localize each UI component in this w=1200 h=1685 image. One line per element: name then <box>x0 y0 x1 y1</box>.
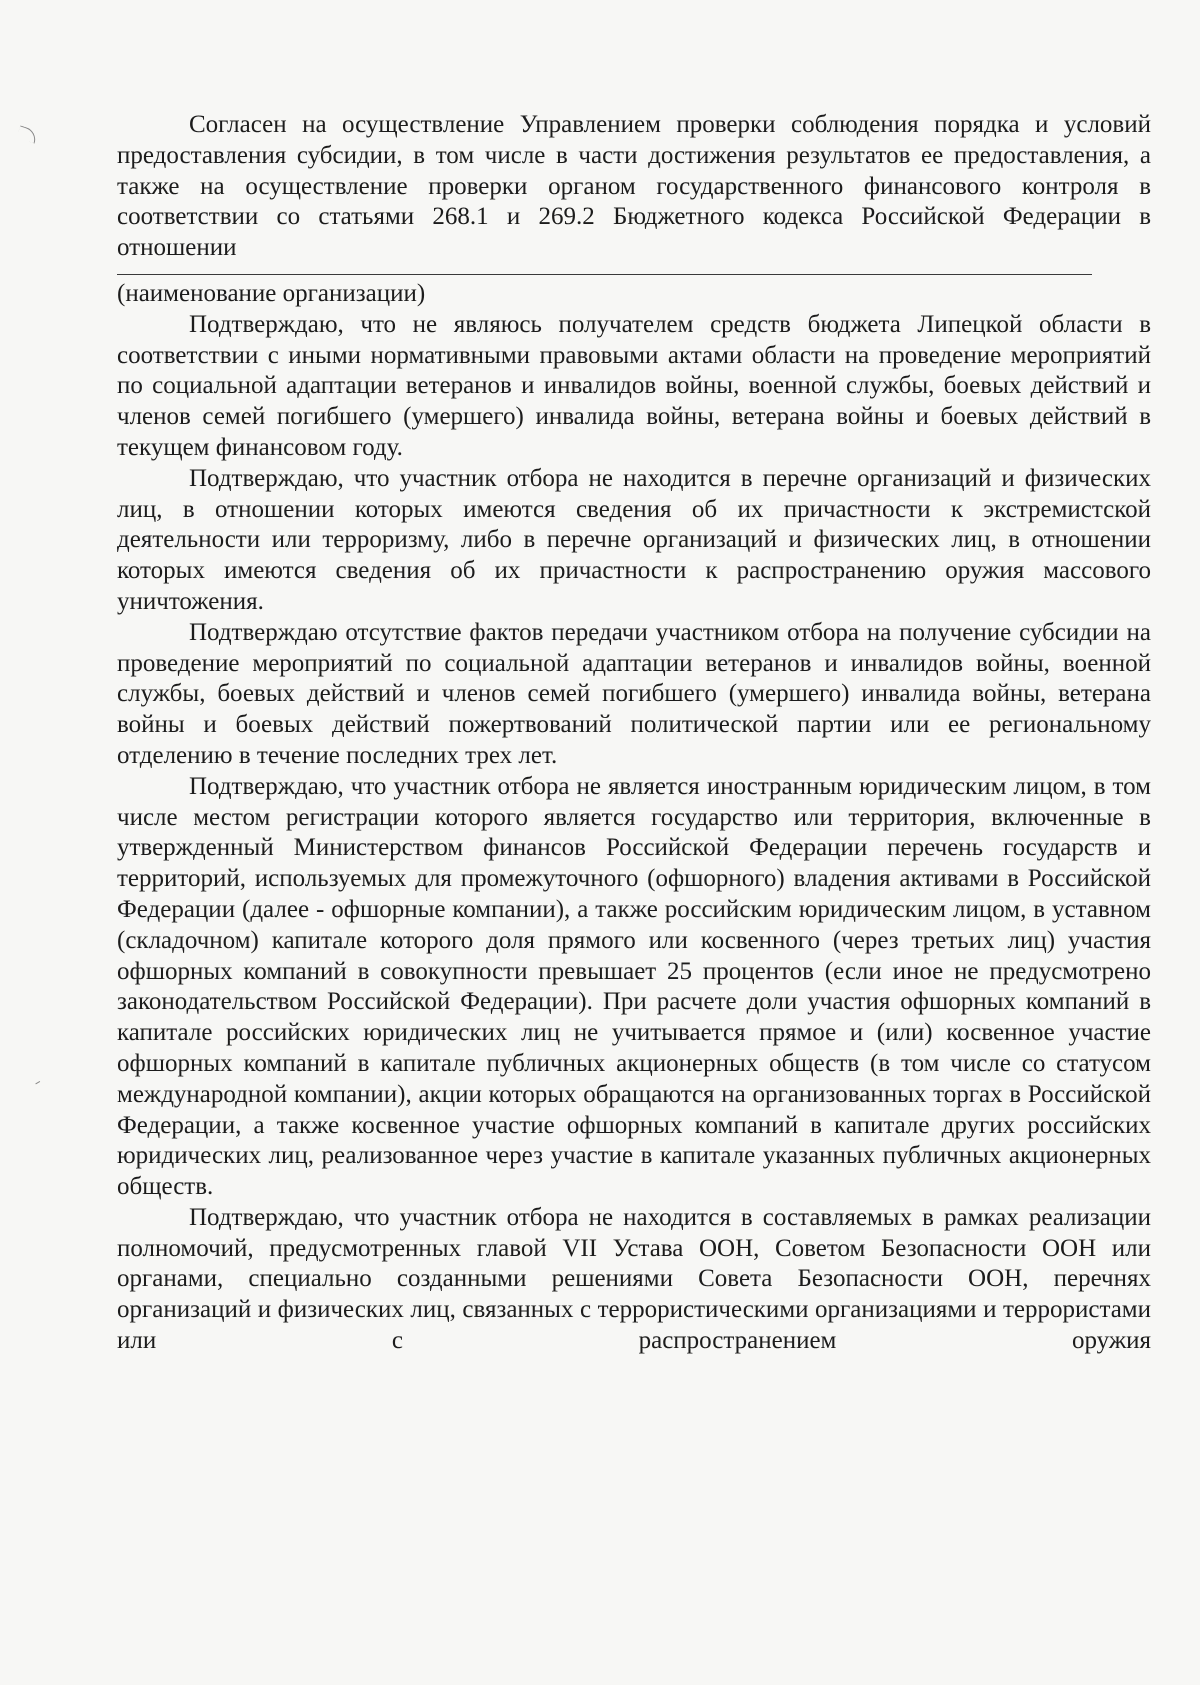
organization-name-blank <box>117 274 1092 275</box>
donations-paragraph: Подтверждаю отсутствие фактов передачи участником отбора на получение субсидии на проведение мероприятий по социальной адаптации ветеранов и инвалидов войны, военной службы, боевых действий и членов семей погибшего (умершего) инвалида войны, ветерана войны и боевых действий пожертвований политической партии или ее региональному отделению в течение последних трех лет. <box>117 618 1151 769</box>
document-page <box>117 110 1151 1357</box>
scan-artifact-mark <box>16 125 38 143</box>
offshore-paragraph: Подтверждаю, что участник отбора не является иностранным юридическим лицом, в том числе местом регистрации которого является государство или территория, включенные в утвержденный Министерством финансов Российской Федерации перечень государств и территорий, используемых для промежуточного (офшорного) владения активами в Российской Федерации (далее - офшорные компании), а также российским юридическим лицом, в уставном (складочном) капитале которого доля прямого или косвенного (через третьих лиц) участия офшорных компаний в совокупности превышает 25 процентов (если иное не предусмотрено законодательством Российской Федерации). При расчете доли участия офшорных компаний в капитале российских юридических лиц не учитывается прямое и (или) косвенное участие офшорных компаний в капитале публичных акционерных обществ (в том числе со статусом международной компании), акции которых обращаются на организованных торгах в Российской Федерации, а также косвенное участие офшорных компаний в капитале других российских юридических лиц, реализованное через участие в капитале указанных публичных акционерных обществ. <box>117 772 1151 1201</box>
un-sanctions-paragraph: Подтверждаю, что участник отбора не находится в составляемых в рамках реализации полномочий, предусмотренных главой VII Устава ООН, Советом Безопасности ООН или органами, специально созданными решениями Совета Безопасности ООН, перечнях организаций и физических лиц, связанных с террористическими организациями и террористами или с распространением оружия <box>117 1203 1151 1355</box>
budget-recipient-paragraph: Подтверждаю, что не являюсь получателем средств бюджета Липецкой области в соответствии с иными нормативными правовыми актами области на проведение мероприятий по социальной адаптации ветеранов и инвалидов войны, военной службы, боевых действий и членов семей погибшего (умершего) инвалида войны, ветерана войны и боевых действий в текущем финансовом году. <box>117 310 1151 461</box>
organization-name-caption: (наименование организации) <box>117 279 426 307</box>
scan-artifact-dot <box>35 1081 41 1087</box>
consent-paragraph: Согласен на осуществление Управлением проверки соблюдения порядка и условий предоставления субсидии, в том числе в части достижения результатов ее предоставления, а также на осуществление проверки органом государственного финансового контроля в соответствии со статьями 268.1 и 269.2 Бюджетного кодекса Российской Федерации в отношении <box>117 111 1151 262</box>
extremism-list-paragraph: Подтверждаю, что участник отбора не находится в перечне организаций и физических лиц, в отношении которых имеются сведения об их причастности к экстремистской деятельности или терроризму, либо в перечне организаций и физических лиц, в отношении которых имеются сведения об их причастности к распространению оружия массового уничтожения. <box>117 464 1151 615</box>
